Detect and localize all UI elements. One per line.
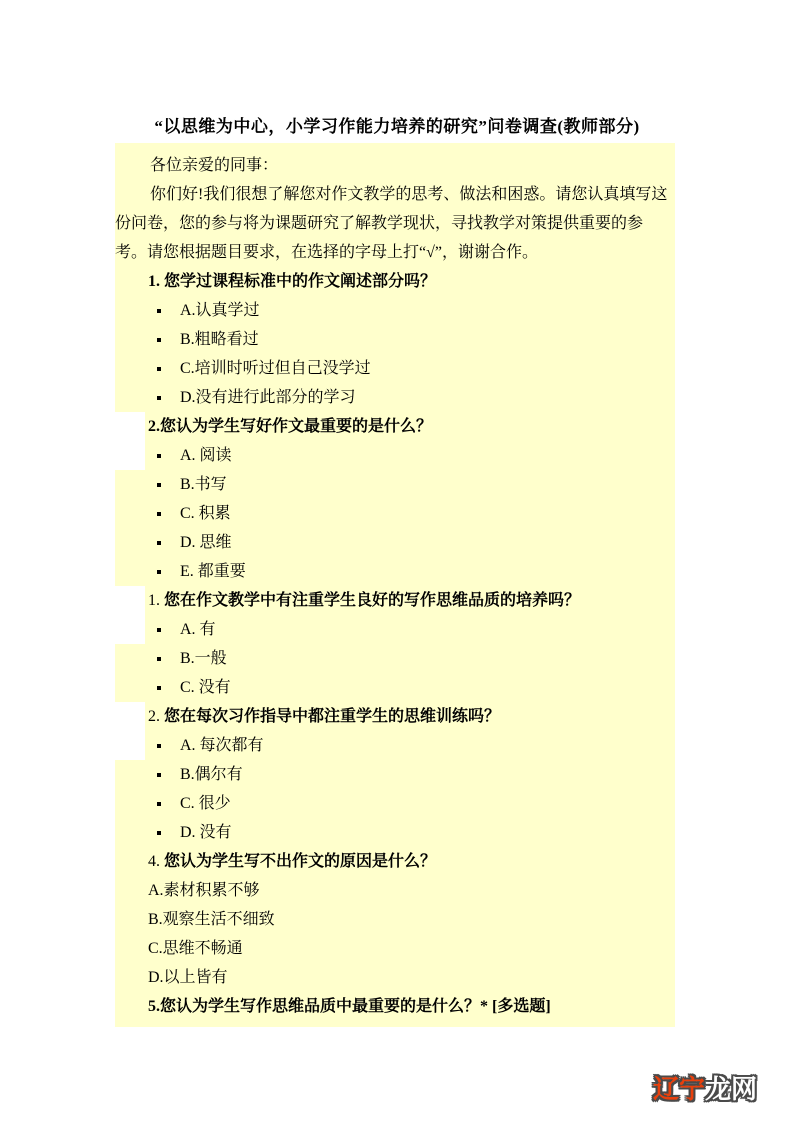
bullet-icon xyxy=(157,628,161,632)
option-label: D. 思维 xyxy=(180,534,232,551)
option-item xyxy=(115,499,675,528)
option-item xyxy=(115,876,675,905)
option-label: B.一般 xyxy=(180,650,227,667)
option-label: A.素材积累不够 xyxy=(148,882,260,899)
option-label: B.观察生活不细致 xyxy=(148,911,275,928)
option-item xyxy=(115,731,675,760)
bullet-icon xyxy=(157,657,161,661)
intro-line-3: 考。请您根据题目要求，在选择的字母上打“√”，谢谢合作。 xyxy=(115,244,538,261)
intro-line-2: 份问卷，您的参与将为课题研究了解教学现状，寻找教学对策提供重要的参 xyxy=(115,215,644,232)
question-title-5 xyxy=(115,847,675,876)
bullet-icon xyxy=(157,802,161,806)
option-item xyxy=(115,441,675,470)
bullet-icon xyxy=(157,454,161,458)
option-label: B.粗略看过 xyxy=(180,331,259,348)
question-number: 2. xyxy=(148,708,164,725)
option-item xyxy=(115,760,675,789)
salutation: 各位亲爱的同事： xyxy=(150,157,279,174)
intro-line-1: 你们好!我们很想了解您对作文教学的思考、做法和困惑。请您认真填写这 xyxy=(150,186,668,203)
site-watermark xyxy=(653,1074,757,1104)
option-item xyxy=(115,963,675,992)
question-text: 您认为学生写作思维品质中最重要的是什么？* [多选题] xyxy=(160,998,551,1015)
option-item xyxy=(115,934,675,963)
bullet-icon xyxy=(157,396,161,400)
question-title-2 xyxy=(115,412,675,441)
bullet-icon xyxy=(157,831,161,835)
option-item xyxy=(115,615,675,644)
question-text: 您在每次习作指导中都注重学生的思维训练吗？ xyxy=(164,708,501,725)
bullet-icon xyxy=(157,773,161,777)
question-title-4 xyxy=(115,702,675,731)
bullet-icon xyxy=(157,309,161,313)
option-label: D.没有进行此部分的学习 xyxy=(180,389,356,406)
bullet-icon xyxy=(157,570,161,574)
option-label: C. 没有 xyxy=(180,679,231,696)
question-number: 4. xyxy=(148,853,164,870)
question-title-3 xyxy=(115,586,675,615)
question-number: 5. xyxy=(148,998,160,1015)
question-text: 您认为学生写不出作文的原因是什么？ xyxy=(164,853,437,870)
option-item xyxy=(115,528,675,557)
option-label: D.以上皆有 xyxy=(148,969,228,986)
option-label: A. 阅读 xyxy=(180,447,232,464)
question-number: 1. xyxy=(148,592,164,609)
question-title-6 xyxy=(115,992,675,1021)
option-item xyxy=(115,557,675,586)
option-label: C.培训时听过但自己没学过 xyxy=(180,360,371,377)
page-title: “以思维为中心，小学习作能力培养的研究”问卷调查(教师部分) xyxy=(154,117,640,136)
bullet-icon xyxy=(157,483,161,487)
option-label: C. 很少 xyxy=(180,795,231,812)
bullet-icon xyxy=(157,686,161,690)
option-item xyxy=(115,818,675,847)
option-item xyxy=(115,296,675,325)
option-label: C.思维不畅通 xyxy=(148,940,243,957)
watermark-white-text: 龙网 xyxy=(704,1074,757,1104)
option-label: A.认真学过 xyxy=(180,302,260,319)
option-label: B.书写 xyxy=(180,476,227,493)
option-item xyxy=(115,673,675,702)
option-label: E. 都重要 xyxy=(180,563,246,580)
question-number: 2. xyxy=(148,418,160,435)
option-label: D. 没有 xyxy=(180,824,232,841)
question-number: 1. xyxy=(148,273,164,290)
option-item xyxy=(115,354,675,383)
option-label: C. 积累 xyxy=(180,505,231,522)
option-item xyxy=(115,644,675,673)
question-title-1 xyxy=(115,267,675,296)
option-item xyxy=(115,383,675,412)
bullet-icon xyxy=(157,744,161,748)
option-label: A. 有 xyxy=(180,621,216,638)
option-item xyxy=(115,325,675,354)
option-label: A. 每次都有 xyxy=(180,737,264,754)
bullet-icon xyxy=(157,541,161,545)
option-label: B.偶尔有 xyxy=(180,766,243,783)
question-text: 您在作文教学中有注重学生良好的写作思维品质的培养吗？ xyxy=(164,592,581,609)
option-item xyxy=(115,789,675,818)
questionnaire-sheet xyxy=(115,143,675,1027)
bullet-icon xyxy=(157,367,161,371)
bullet-icon xyxy=(157,338,161,342)
question-text: 您认为学生写好作文最重要的是什么？ xyxy=(160,418,433,435)
bullet-icon xyxy=(157,512,161,516)
option-item xyxy=(115,905,675,934)
watermark-red-text: 辽宁 xyxy=(652,1074,705,1104)
option-item xyxy=(115,470,675,499)
question-text: 您学过课程标准中的作文阐述部分吗？ xyxy=(164,273,437,290)
